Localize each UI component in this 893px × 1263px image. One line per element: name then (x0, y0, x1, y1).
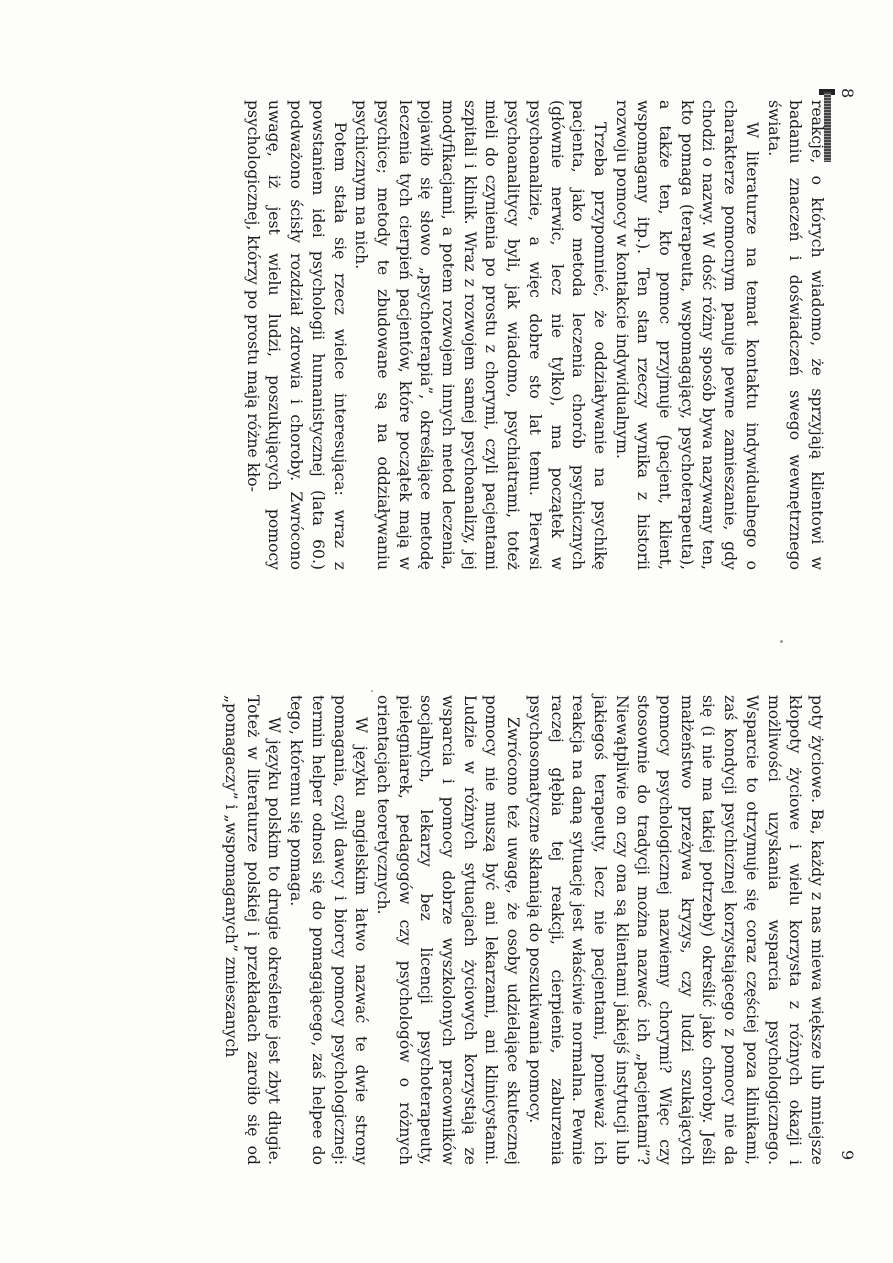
left-paragraph-4: Potem stała się rzecz wielce interesująca: wraz z powstaniem idei psychologii humanistycznej (lata 60.) podważono ścisły rozdział zdrowia i choroby. Zwrócono uwagę, iż jest wielu ludzi, poszukujących pomocy psychologicznej, którzy po prostu mają różne kło- (243, 100, 349, 570)
right-page-column (219, 695, 827, 1165)
scan-speck (780, 640, 783, 643)
page-number-right: 9 (838, 1150, 857, 1161)
right-paragraph-4: W języku polskim to drugie określenie jest zbyt długie. Toteż w literaturze polskiej i przekładach zaroiło się od „pomagaczy” i „wspomaganych” zmieszanych (222, 695, 284, 1165)
scan-speck (371, 690, 373, 692)
left-page-column (241, 100, 827, 570)
left-paragraph-1: reakcje, o których wiadomo, że sprzyjają klientowi w badaniu znaczeń i doświadczeń swego wewnętrznego świata. (764, 100, 826, 570)
right-paragraph-1: poty życiowe. Ba, każdy z nas miewa większe lub mniejsze kłopoty życiowe i wielu korzysta z różnych okazji i możliwości uzyskania wsparcia psychologicznego. Wsparcie to otrzymuje się coraz częściej poza klinikami, zaś kondycji psychicznej korzystającego z pomocy nie da się (i nie ma takiej potrzeby) określić jako choroby. Jeśli małżeństwo przeżywa kryzys, czy ludzi szukających pomocy psychologicznej nazwiemy chorymi? Więc czy stosownie do tradycji można nazwać ich „pacjentami”? Niewątpliwie on czy ona są klientami jakiejś instytucji lub jakiegoś terapeuty, lecz nie pacjentami, ponieważ ich reakcja na daną sytuację jest właściwie normalna. Pewnie raczej głębia tej reakcji, cierpienie, zaburzenia psychosomatyczne skłaniają do poszukiwania pomocy. (525, 695, 826, 1165)
right-paragraph-3: W języku angielskim łatwo nazwać te dwie strony pomagania, czyli dawcy i biorcy pomocy psychologicznej: termin helper odnosi się do pomagającego, zaś helpee do tego, któremu się pomaga. (287, 695, 371, 1165)
left-paragraph-3: Trzeba przypomnieć, że oddziaływanie na psychikę pacjenta, jako metoda leczenia chorób psychicznych (głównie nerwic, lecz nie tylko), ma początek w psychoanalizie, a więc dobre sto lat temu. Pierwsi psychoanalitycy byli, jak wiadomo, psychiatrami, toteż mieli do czynienia po prostu z chorymi, czyli pacjentami szpitali i klinik. Wraz z rozwojem samej psychoanalizy, jej modyfikacjami, a potem rozwojem innych metod leczenia, pojawiło się słowo „psychoterapia”, określające metodę leczenia tych cierpień pacjentów, które początek mają w psychice; metody te zbudowane są na oddziaływaniu psychicznym na nich. (352, 100, 609, 570)
left-paragraph-2: W literaturze na temat kontaktu indywidualnego o charakterze pomocnym panuje pewne zamieszanie, gdy chodzi o nazwy. W dość różny sposób bywa nazywany ten, kto pomaga (terapeuta, wspomagający, psychoterapeuta), a także ten, kto pomoc przyjmuje (pacjent, klient, wspomagany itp.). Ten stan rzeczy wynika z historii rozwoju pomocy w kontakcie indywidualnym. (612, 100, 761, 570)
right-paragraph-2: Zwrócono też uwagę, że osoby udzielające skutecznej pomocy nie muszą być ani lekarzami, ani klinicystami. Ludzie w różnych sytuacjach życiowych korzystają ze wsparcia i pomocy dobrze wyszkolonych pracowników socjalnych, lekarzy bez licencji psychoterapeuty, pielęgniarek, pedagogów czy psychologów o różnych orientacjach teoretycznych. (373, 695, 523, 1165)
page-number-left: 8 (838, 88, 857, 99)
